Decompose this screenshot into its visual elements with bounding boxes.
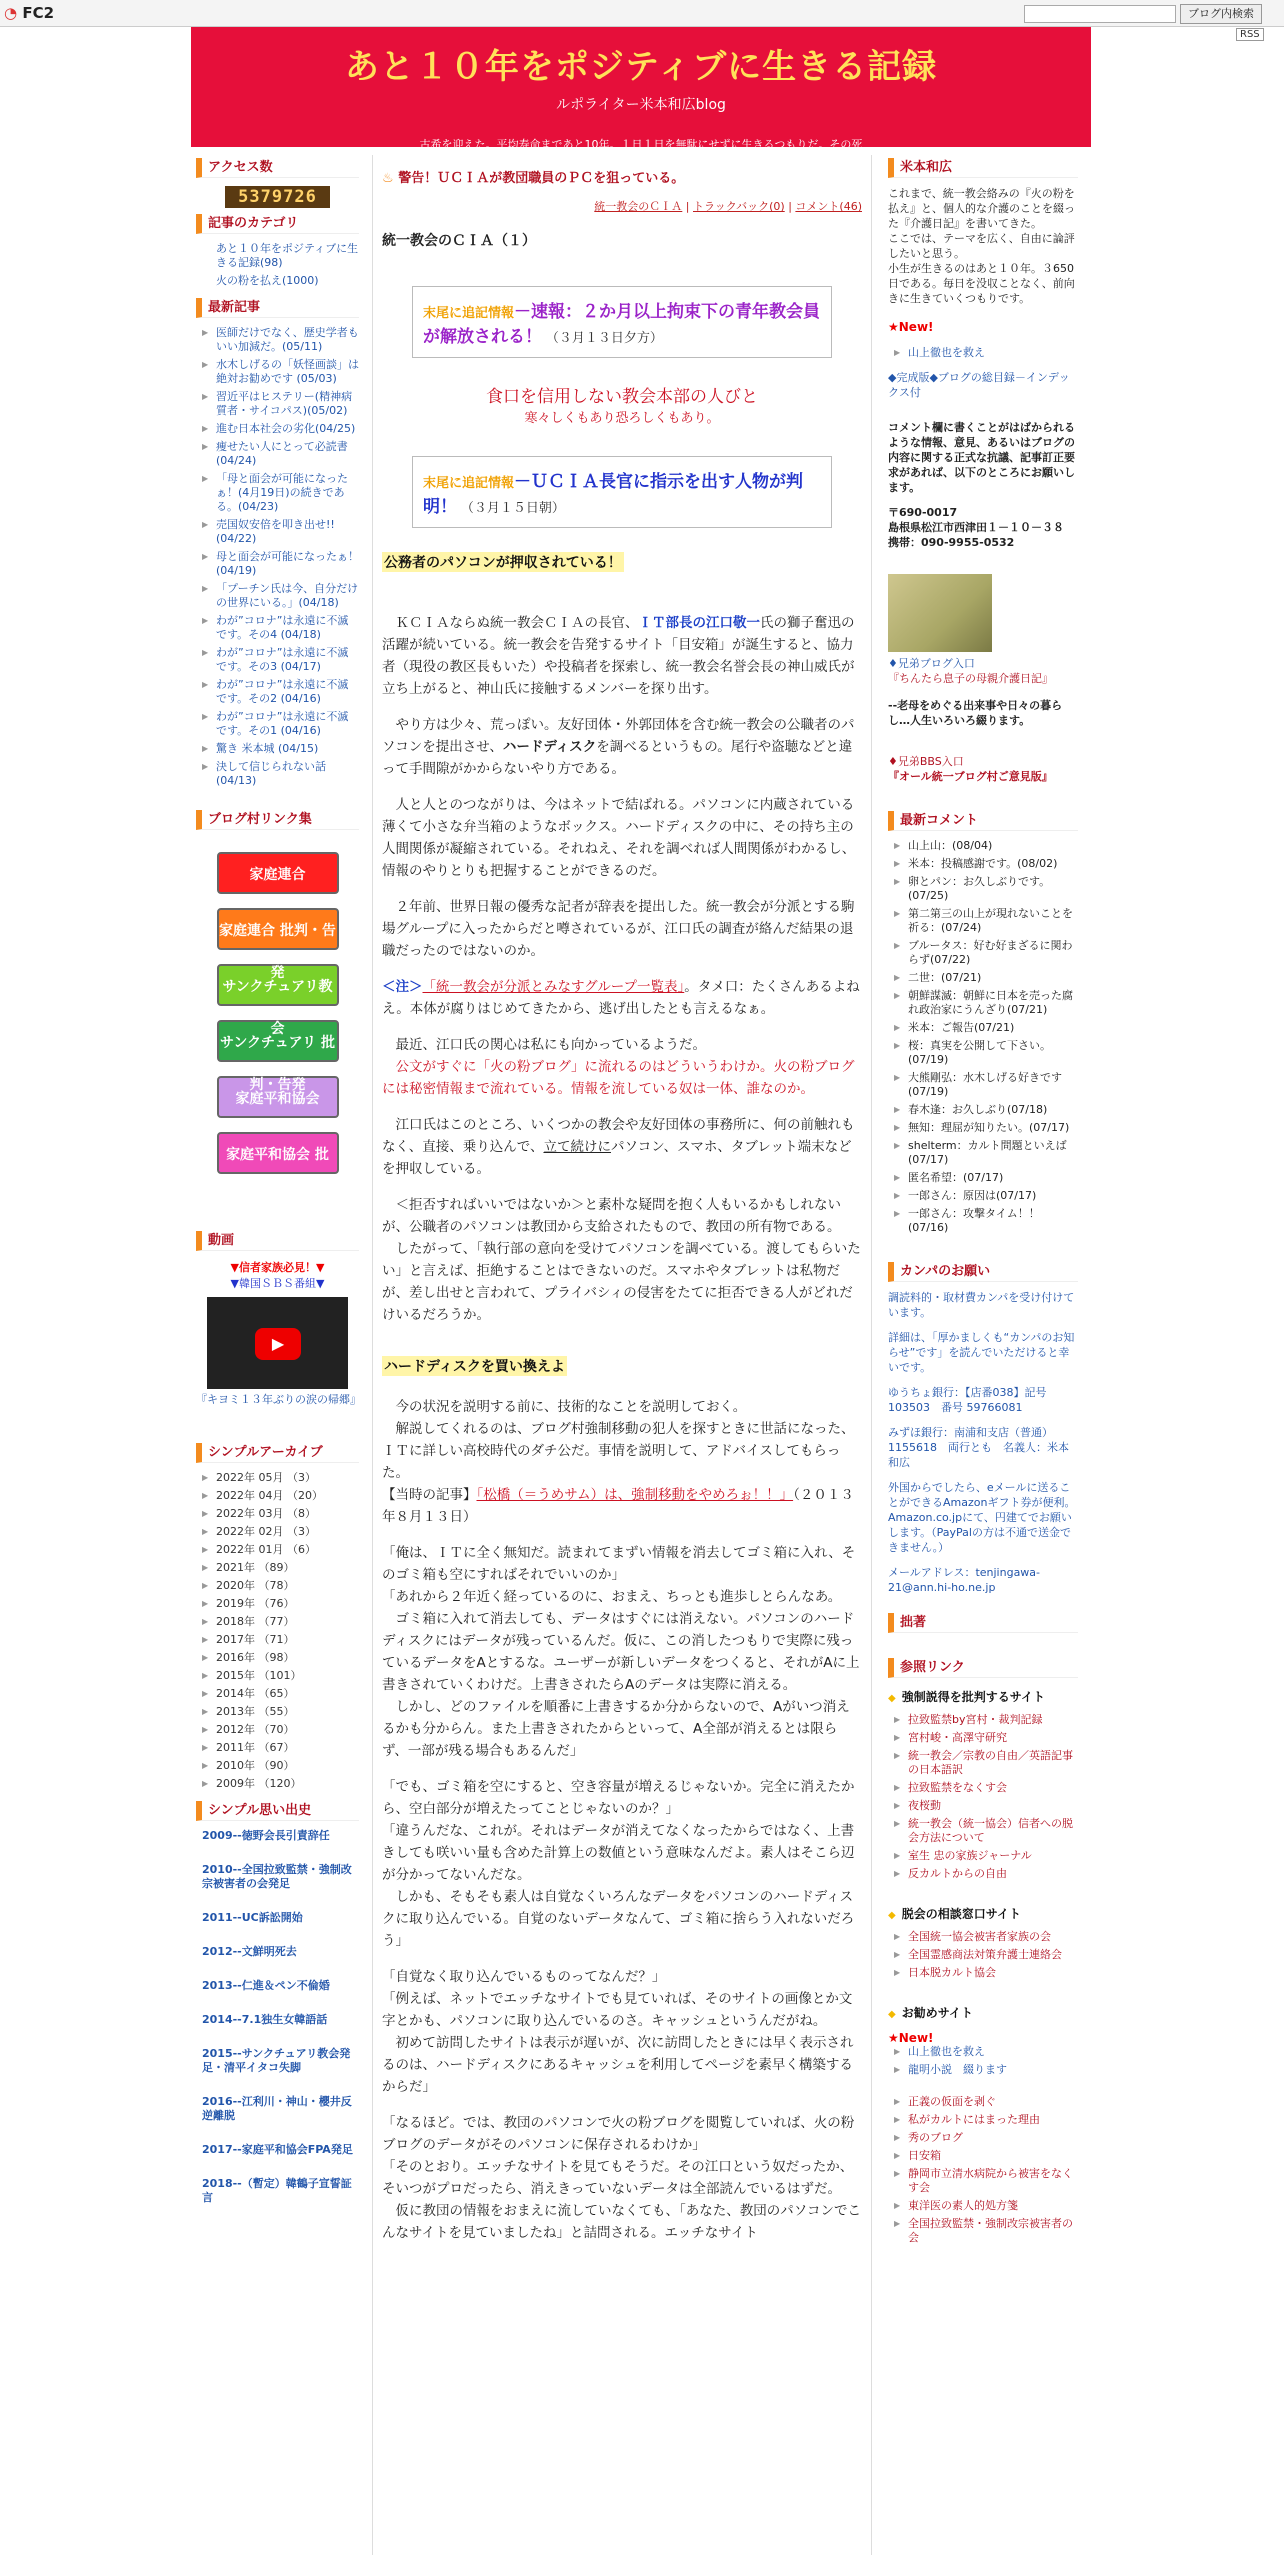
author-name-heading: 米本和広 xyxy=(888,158,1078,178)
phone: 携帯：090-9955-0532 xyxy=(888,536,1015,549)
video-thumbnail[interactable] xyxy=(207,1297,348,1389)
paragraph: 「あれから２年近く経っているのに、おまえ、ちっとも進歩しとらんなあ。 xyxy=(382,1589,842,1605)
ref-link[interactable]: ▶ 統一教会／宗教の自由／英語記事の日本語訳 xyxy=(894,1749,1078,1777)
comment-item[interactable]: ▶ 米本：投稿感謝です。(08/02) xyxy=(894,857,1078,871)
ref-link[interactable]: ▶ 統一教会（統一協会）信者への脱会方法について xyxy=(894,1817,1078,1845)
recent-item[interactable]: ▶ 売国奴安倍を叩き出せ!!(04/22) xyxy=(202,518,359,546)
paragraph: 仮に教団の情報をおまえに流していなくても、「あなた、教団のパソコンでこんなサイトを見ていましたね」と詰問される。エッチなサイト xyxy=(382,2203,861,2241)
comment-item[interactable]: ▶ 一郎さん：攻撃タイム！！(07/16) xyxy=(894,1207,1078,1235)
recent-item[interactable]: ▶ 医師だけでなく、歴史学者もいい加減だ。(05/11) xyxy=(202,326,359,354)
history-item[interactable]: 2013--仁進＆ペン不倫婚 xyxy=(202,1979,330,1992)
comment-item[interactable]: ▶ 二世：(07/21) xyxy=(894,971,1078,985)
paragraph: やり方は少々、荒っぽい。友好団体・外郭団体を含む統一教会の公職者のパソコンを提出させ、ハードディスクを調べるというもの。尾行や盗聴などと違って手間隙がかからないやり方である。 xyxy=(382,717,855,777)
recent-item[interactable]: ▶ 習近平はヒステリー(精神病質者・サイコパス)(05/02) xyxy=(202,390,359,418)
archive-item[interactable]: ▶ 2018年 （77） xyxy=(202,1615,359,1629)
comment-item[interactable]: ▶ 米本：ご報告(07/21) xyxy=(894,1021,1078,1035)
kanpa-text: 詳細は、「厚かましくも“カンパのお知らせ”です」を読んでいただけると幸いです。 xyxy=(888,1331,1075,1374)
history-item[interactable]: 2018--（暫定）韓鶴子宣誓証言 xyxy=(202,2177,352,2204)
note-paragraph: ＜注＞「統一教会が分派とみなすグループ一覧表」。タメ口：たくさんあるよねえ。本体が腐りはじめてきたから、逃げ出したとも言えるなぁ。 xyxy=(382,979,860,1017)
post-category-line: 統一教会のＣＩＡ（１） xyxy=(382,233,536,249)
bbs-label[interactable]: ♦兄弟BBS入口 xyxy=(888,755,964,768)
paragraph: ゴミ箱に入れて消去しても、データはすぐには消えない。パソコンのハードディスクにはデータが残っているんだ。仮に、この消したつもりで実際に残っているデータをAとするな。ユーザーが新しいデータをつくると、それがAに上書きされていくわけだ。上書きされたらAのデータは実際に消える。 xyxy=(382,1611,860,1693)
archive-item[interactable]: ▶ 2010年 （90） xyxy=(202,1759,359,1773)
blog-header xyxy=(191,27,1091,151)
history-item[interactable]: 2014--7.1独生女韓語話 xyxy=(202,2013,328,2026)
address: 〒690-0017 xyxy=(888,506,958,519)
recent-item[interactable]: ▶ 「母と面会が可能になったぁ！(4月19日)の続きである。(04/23) xyxy=(202,472,359,514)
update-box-2 xyxy=(412,456,832,528)
post-title[interactable]: ♨ 警告！ＵＣＩＡが教団職員のＰＣを狙っている。 xyxy=(382,171,685,186)
recent-list xyxy=(202,326,359,788)
comment-item[interactable]: ▶ 山上山：(08/04) xyxy=(894,839,1078,853)
new-link-list xyxy=(894,346,1078,360)
right-sidebar xyxy=(888,155,1078,2255)
ref-link[interactable]: ▶ 室生 忠の家族ジャーナル xyxy=(894,1849,1078,1863)
video-promo: ▼信者家族必見！▼ xyxy=(230,1261,325,1274)
paragraph: 「そのとおり。エッチなサイトを見てもそうだ。その江口という奴だったか、そいつがプロだったら、消えきっていないデータは全部読んでいるはずだ。 xyxy=(382,2159,854,2197)
comment-item[interactable]: ▶ 朝鮮謀滅：朝鮮に日本を売った腐れ政治家にうんざり(07/21) xyxy=(894,989,1078,1017)
new-label: ★New! xyxy=(888,2031,934,2045)
red-notice-title: 食口を信用しない教会本部の人びと xyxy=(486,387,758,407)
archive-item[interactable]: ▶ 2021年 （89） xyxy=(202,1561,359,1575)
red-notice-sub: 寒々しくもあり恐ろしくもあり。 xyxy=(524,411,720,426)
archive-item[interactable]: ▶ 2009年 （120） xyxy=(202,1777,359,1791)
comment-item[interactable]: ▶ 無知：理屈が知りたい。(07/17) xyxy=(894,1121,1078,1135)
ref-link[interactable]: ▶ 夜桜動 xyxy=(894,1799,1078,1813)
ref-link[interactable]: ▶ 拉致監禁by宮村・裁判記録 xyxy=(894,1713,1078,1727)
comment-item[interactable]: ▶ 卵とパン：お久しぶりです。(07/25) xyxy=(894,875,1078,903)
comment-list xyxy=(894,839,1078,1235)
paragraph: 解説してくれるのは、ブログ村強制移動の犯人を探すときに世話になった、ＩＴに詳しい高校時代のダチ公だ。事情を説明して、アドバイスしてもらった。 xyxy=(382,1421,855,1481)
ref-link[interactable]: ▶ 正義の仮面を剥ぐ xyxy=(894,2095,1078,2109)
history-list xyxy=(202,1829,359,2205)
recent-item[interactable]: ▶ 決して信じられない話(04/13) xyxy=(202,760,359,788)
ref-link[interactable]: ▶ 秀のブログ xyxy=(894,2131,1078,2145)
update-date: （３月１５日朝） xyxy=(460,501,565,516)
past-article-link[interactable]: 「松橋（＝うめサム）は、強制移動をやめろぉ！！」 xyxy=(476,1487,794,1503)
banner-link[interactable]: 家庭平和協会 xyxy=(217,1076,339,1118)
recent-item[interactable]: ▶ わが”コロナ”は永遠に不滅です。その4 (04/18) xyxy=(202,614,359,642)
archive-list xyxy=(202,1471,359,1791)
fire-icon: ♨ xyxy=(382,171,394,186)
ref-list xyxy=(894,2045,1078,2077)
paragraph: 初めて訪問したサイトは表示が遅いが、次に訪問したときには早く表示されるのは、ハードディスクにあるキャッシュを利用してページを素早く構築するからだ」 xyxy=(382,2035,854,2095)
paragraph: 今の状況を説明する前に、技術的なことを説明しておく。 xyxy=(382,1399,747,1415)
archive-item[interactable]: ▶ 2022年 05月 （3） xyxy=(202,1471,359,1485)
archive-item[interactable]: ▶ 2014年 （65） xyxy=(202,1687,359,1701)
archive-item[interactable]: ▶ 2016年 （98） xyxy=(202,1651,359,1665)
bbs-title[interactable]: 『オール統一ブログ村ご意見版』 xyxy=(888,770,1053,783)
video-heading: 動画 xyxy=(196,1231,359,1251)
ref-list xyxy=(894,1930,1078,1980)
banner-link[interactable]: 家庭連合 xyxy=(217,852,339,894)
rss-icon[interactable]: RSS xyxy=(1236,28,1264,41)
ref-section-title: ◆ 強制説得を批判するサイト xyxy=(888,1688,1078,1705)
kanpa-email[interactable]: メールアドレス：tenjingawa-21@ann.hi-ho.ne.jp xyxy=(888,1566,1041,1594)
contact-note: コメント欄に書くことがはばかられるような情報、意見、あるいはブログの内容に関する正式な抗議、記事訂正要求があれば、以下のところにお願いします。 xyxy=(888,421,1075,494)
archive-item[interactable]: ▶ 2022年 04月 （20） xyxy=(202,1489,359,1503)
ref-link[interactable]: ▶ 静岡市立清水病院から被害をなくす会 xyxy=(894,2167,1078,2195)
update-title[interactable]: －ＵＣＩＡ長官に指示を出す人物が判明！ xyxy=(423,472,804,517)
paragraph: 「違うんだな、これが。それはデータが消えてなくなったからではなく、上書きしても咲いい量も含めた計算上の数値という意味なんだよ。素人はそこら辺が分かってないんだな。 xyxy=(382,1823,855,1883)
recent-heading: 最新記事 xyxy=(196,298,359,318)
ref-link[interactable]: ▶ 全国統一協会被害者家族の会 xyxy=(894,1930,1078,1944)
paragraph: しかも、そもそも素人は自覚なくいろんなデータをパソコンのハードディスクに取り込んでいる。自覚のないデータなんて、ゴミ箱に捨らう入れないだろう」 xyxy=(382,1889,855,1949)
paragraph: しかし、どのファイルを順番に上書きするか分からないので、Aがいつ消えるかも分からん。また上書きされたからといって、A全部が消えるとは限らず、一部が残る場合もあるんだ」 xyxy=(382,1699,850,1759)
ref-section-title: ◆ お勧めサイト xyxy=(888,2004,1078,2021)
category-heading: 記事のカテゴリ xyxy=(196,214,359,234)
play-icon[interactable]: ▶ xyxy=(255,1328,301,1360)
section-heading: 公務者のパソコンが押収されている！ xyxy=(382,552,624,572)
meta-comment-link[interactable]: コメント(46) xyxy=(795,200,862,213)
left-sidebar xyxy=(196,155,359,2225)
comment-item[interactable]: ▶ 大熊剛弘：水木しげる好きです(07/19) xyxy=(894,1071,1078,1099)
comment-item[interactable]: ▶ 一郎さん：原因は(07/17) xyxy=(894,1189,1078,1203)
access-heading: アクセス数 xyxy=(196,158,359,178)
access-counter: 5379726 xyxy=(225,186,330,208)
main-content xyxy=(372,155,872,2555)
ref-link[interactable]: ▶ 山上徹也を救え xyxy=(894,2045,1078,2059)
fc2-toolbar xyxy=(0,0,1284,40)
paragraph-red: 公文がすぐに「火の粉ブログ」に流れるのはどういうわけか。火の粉ブログには秘密情報まで流れている。情報を流している奴は一体、誰なのか。 xyxy=(382,1059,855,1097)
note-link[interactable]: 「統一教会が分派とみなすグループ一覧表」 xyxy=(422,979,685,995)
section-heading: ハードディスクを買い換えよ xyxy=(382,1356,567,1376)
red-notice xyxy=(382,382,862,426)
banner-link[interactable]: 家庭連合 批判・告 xyxy=(217,908,339,950)
banner-link[interactable]: サンクチュアリ教 xyxy=(217,964,339,1006)
paragraph: ＫＣＩＡならぬ統一教会ＣＩＡの長官、ＩＴ部長の江口敬一氏の獅子奮迅の活躍が続いている。統一教会を告発するサイト「目安箱」が誕生すると、協力者（現役の教区長もいた）や投稿者を探索し、統一教会名誉会長の神山威氏が立ち上がると、神山氏に接触するメンバーを探り出す。 xyxy=(382,615,855,697)
category-item[interactable]: あと１０年をポジティブに生きる記録(98) xyxy=(216,242,359,269)
history-item[interactable]: 2009--徳野会長引責辞任 xyxy=(202,1829,330,1842)
paragraph: 【当時の記事】「松橋（＝うめサム）は、強制移動をやめろぉ！！」（２０１３年８月１３日） xyxy=(382,1487,854,1525)
comment-item[interactable]: ▶ 春木逢：お久しぶり(07/18) xyxy=(894,1103,1078,1117)
history-item[interactable]: 2012--文鮮明死去 xyxy=(202,1945,297,1958)
comments-heading: 最新コメント xyxy=(888,811,1078,831)
kanpa-text: 外国からでしたら、eメールに送ることができるAmazonギフト券が便利。Amazon.co.jpにて、円建てでお願いします。（PayPalの方は不通で送金できません。） xyxy=(888,1481,1076,1554)
ref-list xyxy=(894,2095,1078,2245)
paragraph: 最近、江口氏の関心は私にも向かっているようだ。 xyxy=(382,1037,706,1053)
video-promo-sub: ▼韓国ＳＢＳ番組▼ xyxy=(230,1277,325,1290)
intro-text: これまで、統一教会絡みの『火の粉を払え』と、個人的な介護のことを綴った『介護日記』を書いてきた。 xyxy=(888,187,1075,230)
recent-item[interactable]: ▶ わが”コロナ”は永遠に不滅です。その1 (04/16) xyxy=(202,710,359,738)
meta-trackback-link[interactable]: トラックバック(0) xyxy=(693,200,785,213)
paragraph: 「俺は、ＩＴに全く無知だ。読まれてまずい情報を消去してゴミ箱に入れ、そのゴミ箱も空にすればそれでいいのか」 xyxy=(382,1545,856,1583)
history-item[interactable]: 2010--全国拉致監禁・強制改宗被害者の会発足 xyxy=(202,1863,352,1890)
ref-link[interactable]: ▶ 日本脱カルト協会 xyxy=(894,1966,1078,1980)
blog-title[interactable]: あと１０年をポジティブに生きる記録 xyxy=(344,47,938,87)
category-item[interactable]: 火の粉を払え(1000) xyxy=(216,274,319,287)
comment-item[interactable]: ▶ ブルータス：好む好まざるに関わらず(07/22) xyxy=(894,939,1078,967)
comment-item[interactable]: ▶ 匿名希望：(07/17) xyxy=(894,1171,1078,1185)
books-heading: 拙著 xyxy=(888,1613,1078,1633)
recent-item[interactable]: ▶ わが”コロナ”は永遠に不滅です。その3 (04/17) xyxy=(202,646,359,674)
history-item[interactable]: 2016--江利川・神山・櫻井反逆離脱 xyxy=(202,2095,352,2122)
recent-item[interactable]: ▶ 母と面会が可能になったぁ！(04/19) xyxy=(202,550,359,578)
paragraph: 「でも、ゴミ箱を空にすると、空き容量が増えるじゃないか。完全に消えたから、空白部分が増えたってことじゃないのか？」 xyxy=(382,1779,855,1817)
ref-link[interactable]: ▶ 反カルトからの自由 xyxy=(894,1867,1078,1881)
ref-link[interactable]: ▶ 拉致監禁をなくす会 xyxy=(894,1781,1078,1795)
paragraph: 江口氏はこのところ、いくつかの教会や友好団体の事務所に、何の前触れもなく、直接、乗り込んで、立て続けにパソコン、スマホ、タブレット端末などを押収している。 xyxy=(382,1117,855,1177)
video-caption[interactable]: 『キヨミ１３年ぶりの涙の帰郷』 xyxy=(196,1393,361,1406)
archive-item[interactable]: ▶ 2022年 02月 （3） xyxy=(202,1525,359,1539)
blog-description: 古希を迎えた。平均寿命まであと10年。１日１日を無駄にせずに生きるつもりだ。その死 xyxy=(419,138,863,151)
recent-item[interactable]: ▶ 水木しげるの「妖怪画談」は絶対お勧めです (05/03) xyxy=(202,358,359,386)
history-heading: シンプル思い出史 xyxy=(196,1801,359,1821)
fc2-logo[interactable]: ◔ FC2 xyxy=(4,4,55,22)
ref-link[interactable]: ▶ 私がカルトにはまった理由 xyxy=(894,2113,1078,2127)
ref-link[interactable]: ▶ 龍明小説 綴ります xyxy=(894,2063,1078,2077)
comment-item[interactable]: ▶ 桜：真実を公開して下さい。(07/19) xyxy=(894,1039,1078,1067)
brother-blog-desc: --老母をめぐる出来事や日々の暮らし…人生いろいろ綴ります。 xyxy=(888,699,1063,727)
dragonfly-image[interactable] xyxy=(888,574,992,652)
kanpa-text: 調読料的・取材費カンパを受け付けています。 xyxy=(888,1291,1075,1319)
blog-search-button[interactable]: ブログ内検索 xyxy=(1180,4,1262,24)
new-link[interactable]: ▶ 山上徹也を救え xyxy=(894,346,1078,360)
intro-text: 小生が生きるのはあと１０年。３650日である。毎日を没収ことなく、前向きに生きていくつもりです。 xyxy=(888,262,1075,305)
archive-item[interactable]: ▶ 2020年 （78） xyxy=(202,1579,359,1593)
banner-link[interactable]: サンクチュアリ 批 xyxy=(217,1020,339,1062)
post-meta: 統一教会のＣＩＡ | トラックバック(0) | コメント(46) xyxy=(594,200,862,213)
kanpa-bank: ゆうちょ銀行：【店番038】記号 103503 番号 59766081 xyxy=(888,1386,1047,1414)
links-heading: ブログ村リンク集 xyxy=(196,810,359,830)
update-title[interactable]: －速報：２か月以上拘束下の青年教会員が解放される！ xyxy=(423,302,821,347)
recent-item[interactable]: ▶ 「プーチン氏は今、自分だけの世界にいる。」(04/18) xyxy=(202,582,359,610)
update-date: （３月１３日夕方） xyxy=(545,331,663,346)
address-line2: 島根県松江市西津田１－１０－３８ xyxy=(888,521,1064,534)
comment-item[interactable]: ▶ shelterm：カルト問題といえば(07/17) xyxy=(894,1139,1078,1167)
intro-text: ここでは、テーマを広く、自由に論評したいと思う。 xyxy=(888,232,1075,260)
brother-blog-label[interactable]: ♦兄弟ブログ入口 xyxy=(888,657,975,670)
brother-blog-title[interactable]: 『ちんたら息子の母親介護日記』 xyxy=(888,672,1053,685)
blog-subtitle: ルポライター米本和広blog xyxy=(556,97,726,113)
history-item[interactable]: 2011--UC訴訟開始 xyxy=(202,1911,303,1924)
new-label: ★New! xyxy=(888,320,934,334)
archive-item[interactable]: ▶ 2022年 01月 （6） xyxy=(202,1543,359,1557)
meta-category-link[interactable]: 統一教会のＣＩＡ xyxy=(594,200,683,213)
kanpa-heading: カンパのお願い xyxy=(888,1262,1078,1282)
history-item[interactable]: 2015--サンクチュアリ教会発足・清平イタコ失脚 xyxy=(202,2047,351,2074)
kanpa-bank: みずほ銀行：南浦和支店（普通）1155618 両行とも 名義人：米本和広 xyxy=(888,1426,1069,1469)
archive-item[interactable]: ▶ 2011年 （67） xyxy=(202,1741,359,1755)
recent-item[interactable]: ▶ わが”コロナ”は永遠に不滅です。その2 (04/16) xyxy=(202,678,359,706)
archive-heading: シンプルアーカイブ xyxy=(196,1443,359,1463)
paragraph: ２年前、世界日報の優秀な記者が辞表を提出した。統一教会が分派とする駒場グループに入ったからだと噂されているが、江口氏の調査が絡んだ結果の退職だったのではないのか。 xyxy=(382,899,855,959)
paragraph: ＜拒否すればいいではないか＞と素朴な疑問を抱く人もいるかもしれないが、公職者のパソコンは教団から支給されたもので、教団の所有物である。 xyxy=(382,1197,841,1235)
history-item[interactable]: 2017--家庭平和協会FPA発足 xyxy=(202,2143,353,2156)
archive-item[interactable]: ▶ 2017年 （71） xyxy=(202,1633,359,1647)
ref-link[interactable]: ▶ 東洋医の素人的処方箋 xyxy=(894,2199,1078,2213)
reference-heading: 参照リンク xyxy=(888,1658,1078,1678)
banner-link[interactable]: 家庭平和協会 批判・告発 xyxy=(217,1132,339,1174)
archive-item[interactable]: ▶ 2012年 （70） xyxy=(202,1723,359,1737)
index-link[interactable]: ◆完成版◆ブログの総目録－インデックス付 xyxy=(888,371,1070,399)
paragraph: 「なるほど。では、教団のパソコンで火の粉ブログを閲覧していれば、火の粉ブログのデータがそのパソコンに保存されるわけか」 xyxy=(382,2115,855,2153)
archive-item[interactable]: ▶ 2022年 03月 （8） xyxy=(202,1507,359,1521)
ref-link[interactable]: ▶ 全国霊感商法対策弁護士連絡会 xyxy=(894,1948,1078,1962)
update-prefix: 末尾に追記情報 xyxy=(423,306,515,321)
recent-item[interactable]: ▶ 驚き 米本城 (04/15) xyxy=(202,742,359,756)
ref-list xyxy=(894,1713,1078,1881)
recent-item[interactable]: ▶ 痩せたい人にとって必読書 (04/24) xyxy=(202,440,359,468)
paragraph: 「自覚なく取り込んでいるものってなんだ？」 xyxy=(382,1969,666,1985)
recent-item[interactable]: ▶ 進む日本社会の劣化(04/25) xyxy=(202,422,359,436)
ref-link[interactable]: ▶ 日安箱 xyxy=(894,2149,1078,2163)
archive-item[interactable]: ▶ 2019年 （76） xyxy=(202,1597,359,1611)
ref-section-title: ◆ 脱会の相談窓口サイト xyxy=(888,1905,1078,1922)
archive-item[interactable]: ▶ 2013年 （55） xyxy=(202,1705,359,1719)
ref-link[interactable]: ▶ 全国拉致監禁・強制改宗被害者の会 xyxy=(894,2217,1078,2245)
comment-item[interactable]: ▶ 第二第三の山上が現れないことを祈る：(07/24) xyxy=(894,907,1078,935)
paragraph: 人と人とのつながりは、今はネットで結ばれる。パソコンに内蔵されている薄くて小さな弁当箱のようなボックス。ハードディスクの中に、その持ち主の人間関係が凝縮されている。それねえ、それを調べれば人間関係がわかるし、情報のやりとりも把握することができるのだ。 xyxy=(382,797,856,879)
update-box-1 xyxy=(412,286,832,358)
archive-item[interactable]: ▶ 2015年 （101） xyxy=(202,1669,359,1683)
fc2-logo-icon: ◔ xyxy=(4,4,18,22)
update-prefix: 末尾に追記情報 xyxy=(423,476,515,491)
ref-link[interactable]: ▶ 宮村峻・高澤守研究 xyxy=(894,1731,1078,1745)
paragraph: 「例えば、ネットでエッチなサイトでも見ていれば、そのサイトの画像とか文字とかも、パソコンに取り込んでいるのさ。キャッシュというんだがね。 xyxy=(382,1991,853,2029)
paragraph: したがって、「執行部の意向を受けてパソコンを調べている。渡してもらいたい」と言えば、拒絶することはできないのだ。スマホやタブレットは私物だが、差し出せと言われて、プライバシィの侵害をたてに拒否できる人がどれだけいるだろうか。 xyxy=(382,1241,861,1323)
blog-search-input[interactable] xyxy=(1024,5,1176,23)
category-list xyxy=(202,242,359,288)
